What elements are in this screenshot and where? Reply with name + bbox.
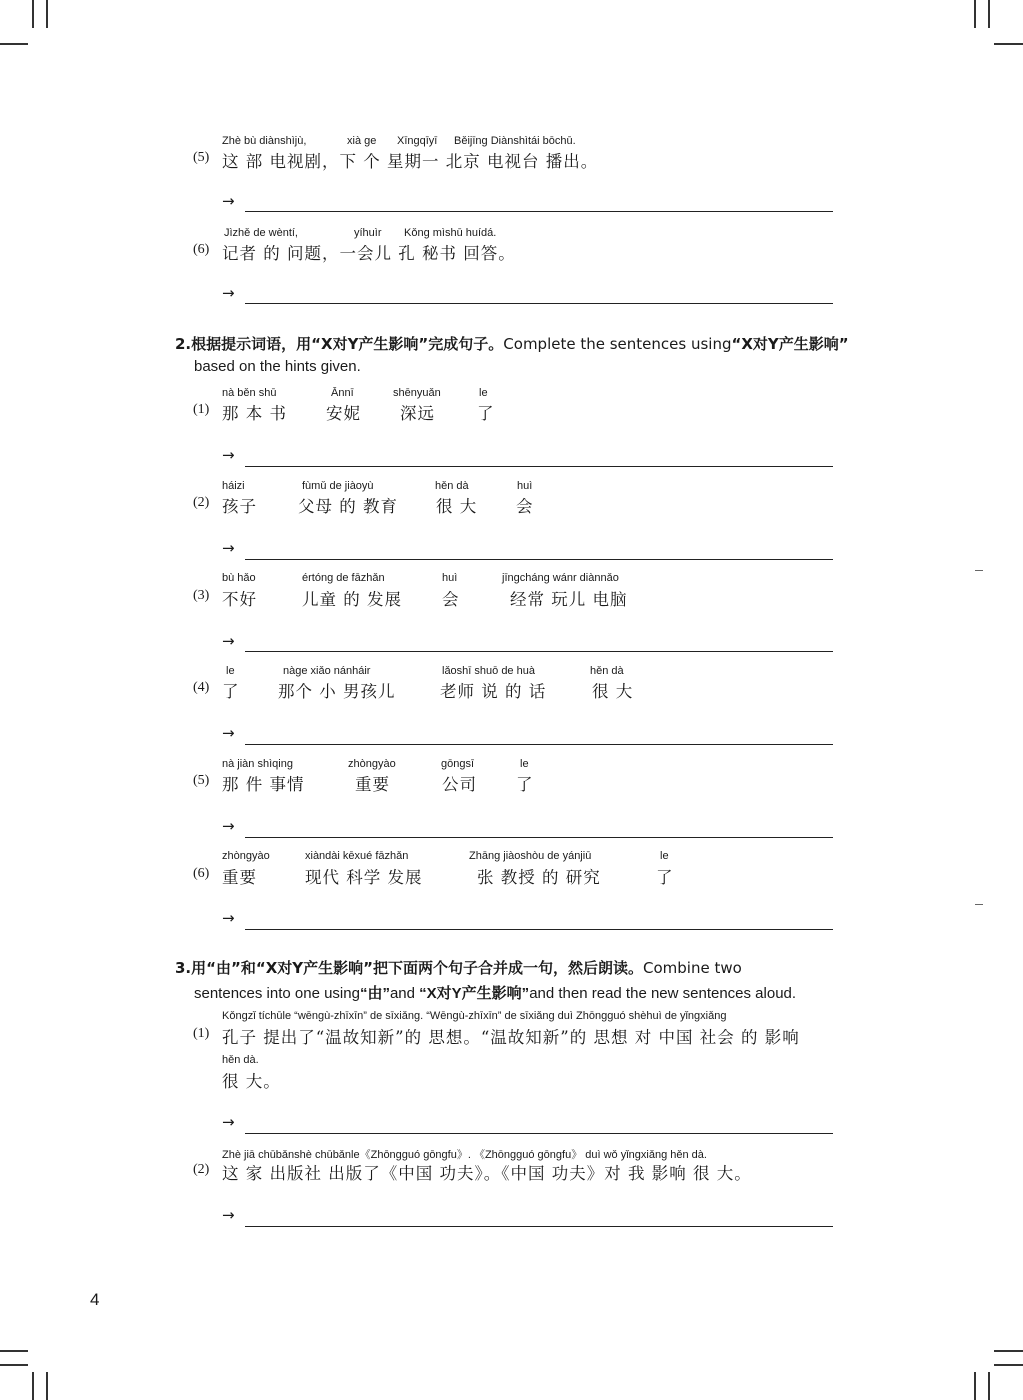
hint-word: 孩子 <box>222 497 257 516</box>
item-number: (6) <box>193 866 210 881</box>
arrow-icon: → <box>222 192 235 210</box>
pinyin: Kǒngzǐ tíchūle “wēngù-zhīxīn” de sīxiǎng. “Wēngù-zhīxīn” de sīxiǎng duì Zhōngguó shèhuì de yǐngxiǎng <box>222 1010 727 1022</box>
item-number: (5) <box>193 150 210 165</box>
section-heading <box>175 957 742 978</box>
pinyin: le <box>479 387 488 399</box>
crop-mark <box>988 0 990 28</box>
hint-word: 了 <box>516 775 534 794</box>
pinyin: zhòngyào <box>348 758 396 770</box>
pinyin: Běijīng Diànshìtái bōchū. <box>454 135 576 147</box>
crop-mark <box>0 1364 28 1366</box>
pinyin: hěn dà <box>435 480 469 492</box>
hint-word: 那个 小 男孩儿 <box>278 682 396 701</box>
sentence: 孔子 提出了“温故知新”的 思想。“温故知新”的 思想 对 中国 社会 的 影响 <box>222 1028 800 1047</box>
answer-line[interactable] <box>245 651 833 652</box>
hint-word: 不好 <box>222 590 257 609</box>
page-number: 4 <box>90 1290 100 1309</box>
answer-line[interactable] <box>245 466 833 467</box>
pinyin: Zhè jiā chūbǎnshè chūbǎnle《Zhōngguó gōngfu》. 《Zhōngguó gōngfu》 duì wǒ yǐngxiǎng hěn dà. <box>222 1149 707 1161</box>
instruction-quote: “X对Y产生影响” <box>731 335 849 353</box>
answer-line[interactable] <box>245 929 833 930</box>
item-number: (6) <box>193 242 210 257</box>
subtitle-text: sentences into one using <box>194 985 360 1002</box>
arrow-icon: → <box>222 1206 235 1224</box>
crop-mark <box>0 1350 28 1352</box>
pinyin: gōngsī <box>441 758 475 770</box>
hint-word: 安妮 <box>326 404 361 423</box>
arrow-icon: → <box>222 909 235 927</box>
answer-line[interactable] <box>245 1133 833 1134</box>
pinyin: Ānnī <box>331 387 354 399</box>
answer-line[interactable] <box>245 303 833 304</box>
hint-word: 经常 玩儿 电脑 <box>510 590 628 609</box>
crop-mark <box>994 43 1023 45</box>
sentence: 记者 的 问题，一会儿 孔 秘书 回答。 <box>222 244 516 263</box>
crop-mark <box>32 1372 34 1400</box>
hint-word: 父母 的 教育 <box>298 497 398 516</box>
pinyin: le <box>226 665 235 677</box>
pinyin: Zhāng jiàoshòu de yánjiū <box>469 850 592 862</box>
sentence: 这 家 出版社 出版了《中国 功夫》。《中国 功夫》对 我 影响 很 大。 <box>222 1164 752 1183</box>
hint-word: 公司 <box>442 775 477 794</box>
pinyin: nà jiàn shìqing <box>222 758 293 770</box>
crop-mark <box>974 1372 976 1400</box>
pinyin: lǎoshī shuō de huà <box>442 665 535 677</box>
pinyin: hěn dà. <box>222 1054 259 1066</box>
subtitle-quote: “由” <box>359 985 390 1002</box>
answer-line[interactable] <box>245 211 833 212</box>
hint-word: 很 大 <box>436 497 478 516</box>
subtitle-quote: “X对Y产生影响” <box>419 985 530 1002</box>
arrow-icon: → <box>222 1113 235 1131</box>
item-number: (1) <box>193 1026 210 1041</box>
hint-word: 了 <box>222 682 240 701</box>
hint-word: 重要 <box>355 775 390 794</box>
arrow-icon: → <box>222 817 235 835</box>
crop-mark <box>975 904 983 905</box>
hint-word: 张 教授 的 研究 <box>477 868 601 887</box>
hint-word: 那 件 事情 <box>222 775 305 794</box>
section-subtitle <box>194 982 796 1003</box>
hint-word: 老师 说 的 话 <box>440 682 547 701</box>
arrow-icon: → <box>222 446 235 464</box>
hint-word: 了 <box>477 404 495 423</box>
crop-mark <box>994 1350 1023 1352</box>
pinyin: zhòngyào <box>222 850 270 862</box>
crop-mark <box>46 0 48 28</box>
crop-mark <box>46 1372 48 1400</box>
arrow-icon: → <box>222 632 235 650</box>
crop-mark <box>0 43 28 45</box>
pinyin: le <box>660 850 669 862</box>
answer-line[interactable] <box>245 744 833 745</box>
answer-line[interactable] <box>245 837 833 838</box>
section-subtitle: based on the hints given. <box>194 358 361 375</box>
pinyin: nàge xiǎo nánháir <box>283 665 371 677</box>
pinyin: jīngcháng wánr diànnǎo <box>502 572 619 584</box>
pinyin: bù hǎo <box>222 572 256 584</box>
item-number: (2) <box>193 1162 210 1177</box>
pinyin: Xīngqīyī <box>397 135 438 147</box>
pinyin: yíhuìr <box>354 227 382 239</box>
hint-word: 会 <box>442 590 460 609</box>
pinyin: fùmǔ de jiàoyù <box>302 480 374 492</box>
pinyin: xiàndài kēxué fāzhǎn <box>305 850 409 862</box>
sentence: 很 大。 <box>222 1072 281 1091</box>
instruction-cn: 根据提示词语，用“X对Y产生影响”完成句子。 <box>191 335 504 353</box>
hint-word: 很 大 <box>592 682 634 701</box>
crop-mark <box>32 0 34 28</box>
instruction-en: Complete the sentences using <box>503 335 732 353</box>
subtitle-text: and <box>389 985 415 1002</box>
subtitle-text: and then read the new sentences aloud. <box>529 985 797 1002</box>
hint-word: 深远 <box>400 404 435 423</box>
instruction-cn: 用“由”和“X对Y产生影响”把下面两个句子合并成一句，然后朗读。 <box>191 959 644 977</box>
pinyin: nà běn shū <box>222 387 277 399</box>
pinyin: huì <box>517 480 533 492</box>
pinyin: hěn dà <box>590 665 624 677</box>
crop-mark <box>974 0 976 28</box>
item-number: (5) <box>193 773 210 788</box>
answer-line[interactable] <box>245 1226 833 1227</box>
section-heading <box>175 333 849 354</box>
pinyin: huì <box>442 572 458 584</box>
crop-mark <box>975 570 983 571</box>
item-number: (3) <box>193 588 210 603</box>
hint-word: 现代 科学 发展 <box>305 868 423 887</box>
pinyin: xià ge <box>347 135 377 147</box>
instruction-en: Combine two <box>643 959 742 977</box>
answer-line[interactable] <box>245 559 833 560</box>
hint-word: 那 本 书 <box>222 404 287 423</box>
pinyin: le <box>520 758 529 770</box>
sentence: 这 部 电视剧，下 个 星期一 北京 电视台 播出。 <box>222 152 599 171</box>
item-number: (4) <box>193 680 210 695</box>
pinyin: Zhè bù diànshìjù, <box>222 135 307 147</box>
crop-mark <box>994 1364 1023 1366</box>
section-number: 3. <box>175 959 192 977</box>
hint-word: 儿童 的 发展 <box>302 590 402 609</box>
pinyin: shēnyuǎn <box>393 387 441 399</box>
hint-word: 了 <box>656 868 674 887</box>
pinyin: Jìzhě de wèntí, <box>224 227 298 239</box>
arrow-icon: → <box>222 539 235 557</box>
hint-word: 重要 <box>222 868 257 887</box>
pinyin: értóng de fāzhǎn <box>302 572 385 584</box>
item-number: (2) <box>193 495 210 510</box>
arrow-icon: → <box>222 724 235 742</box>
crop-mark <box>988 1372 990 1400</box>
hint-word: 会 <box>516 497 534 516</box>
arrow-icon: → <box>222 284 235 302</box>
section-number: 2. <box>175 335 192 353</box>
item-number: (1) <box>193 402 210 417</box>
pinyin: háizi <box>222 480 245 492</box>
pinyin: Kǒng mìshū huídá. <box>404 227 497 239</box>
